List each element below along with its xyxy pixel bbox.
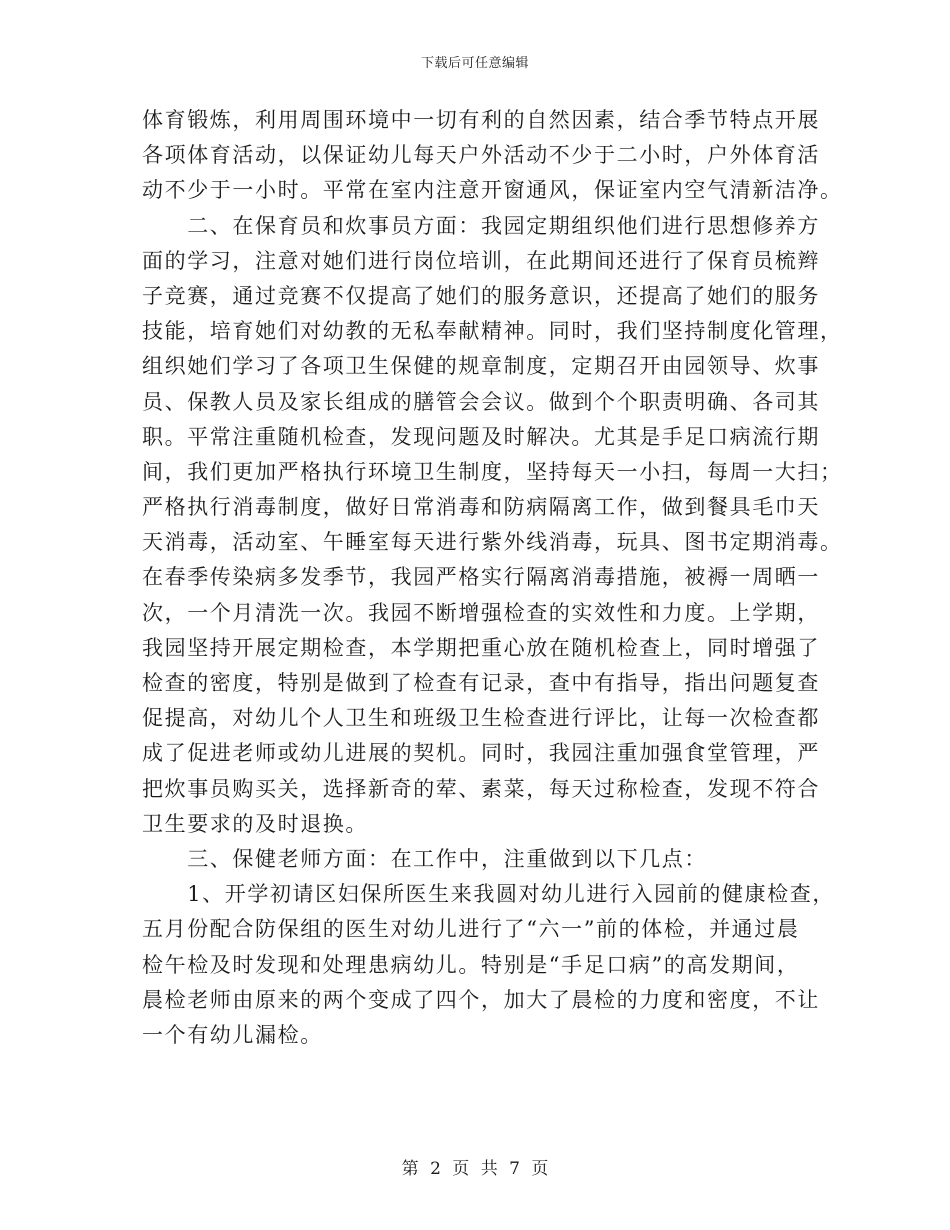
text-line: 三、保健老师方面：在工作中，注重做到以下几点： xyxy=(142,846,707,871)
text-line: 晨检老师由原来的两个变成了四个，加大了晨检的力度和密度，不让 xyxy=(142,987,820,1012)
text-line: 1、开学初请区妇保所医生来我圆对幼儿进行入园前的健康检查， xyxy=(142,882,835,907)
text-line: 各项体育活动，以保证幼儿每天户外活动不少于二小时，户外体育活 xyxy=(142,143,820,168)
text-line: 促提高，对幼儿个人卫生和班级卫生检查进行评比，让每一次检查都 xyxy=(142,706,820,731)
text-line: 把炊事员购买关，选择新奇的荤、素菜，每天过称检查，发现不符合 xyxy=(142,776,820,801)
text-line: 成了促进老师或幼儿进展的契机。同时，我园注重加强食堂管理，严 xyxy=(142,741,820,766)
text-line: 检查的密度，特别是做到了检查有记录，查中有指导，指出问题复查 xyxy=(142,671,820,695)
body-text xyxy=(142,103,843,1053)
text-line: 体育锻炼，利用周围环境中一切有利的自然因素，结合季节特点开展 xyxy=(142,108,820,132)
text-line: 组织她们学习了各项卫生保健的规章制度，定期召开由园领导、炊事 xyxy=(142,354,820,379)
text-line: 卫生要求的及时退换。 xyxy=(142,811,368,836)
page-header-note: 下载后可任意编辑 xyxy=(420,56,529,71)
text-line: 一个有幼儿漏检。 xyxy=(142,1022,323,1047)
text-line: 天消毒，活动室、午睡室每天进行紫外线消毒，玩具、图书定期消毒。 xyxy=(142,530,843,555)
text-line: 面的学习，注意对她们进行岗位培训，在此期间还进行了保育员梳辫 xyxy=(142,248,820,273)
text-line: 在春季传染病多发季节，我园严格实行隔离消毒措施，被褥一周晒一 xyxy=(142,565,820,590)
text-line: 动不少于一小时。平常在室内注意开窗通风，保证室内空气清新洁净。 xyxy=(142,178,843,203)
text-line: 我园坚持开展定期检查，本学期把重心放在随机检查上，同时增强了 xyxy=(142,635,820,660)
text-line: 子竞赛，通过竞赛不仅提高了她们的服务意识，还提高了她们的服务 xyxy=(142,283,820,308)
text-line: 二、在保育员和炊事员方面：我园定期组织他们进行思想修养方 xyxy=(142,213,820,238)
text-line: 员、保教人员及家长组成的膳管会会议。做到个个职责明确、各司其 xyxy=(142,389,820,414)
text-line: 技能，培育她们对幼教的无私奉献精神。同时，我们坚持制度化管理， xyxy=(142,319,843,344)
text-line: 检午检及时发现和处理患病幼儿。特别是“手足口病”的高发期间， xyxy=(142,952,800,977)
text-line: 五月份配合防保组的医生对幼儿进行了“六一”前的体检，并通过晨 xyxy=(142,917,800,942)
text-line: 严格执行消毒制度，做好日常消毒和防病隔离工作，做到餐具毛巾天 xyxy=(142,495,820,520)
text-line: 次，一个月清洗一次。我园不断增强检查的实效性和力度。上学期， xyxy=(142,600,820,625)
text-line: 间，我们更加严格执行环境卫生制度，坚持每天一小扫，每周一大扫； xyxy=(142,459,843,484)
page-number: 第 2 页 共 7 页 xyxy=(401,1159,549,1179)
text-line: 职。平常注重随机检查，发现问题及时解决。尤其是手足口病流行期 xyxy=(142,424,820,449)
